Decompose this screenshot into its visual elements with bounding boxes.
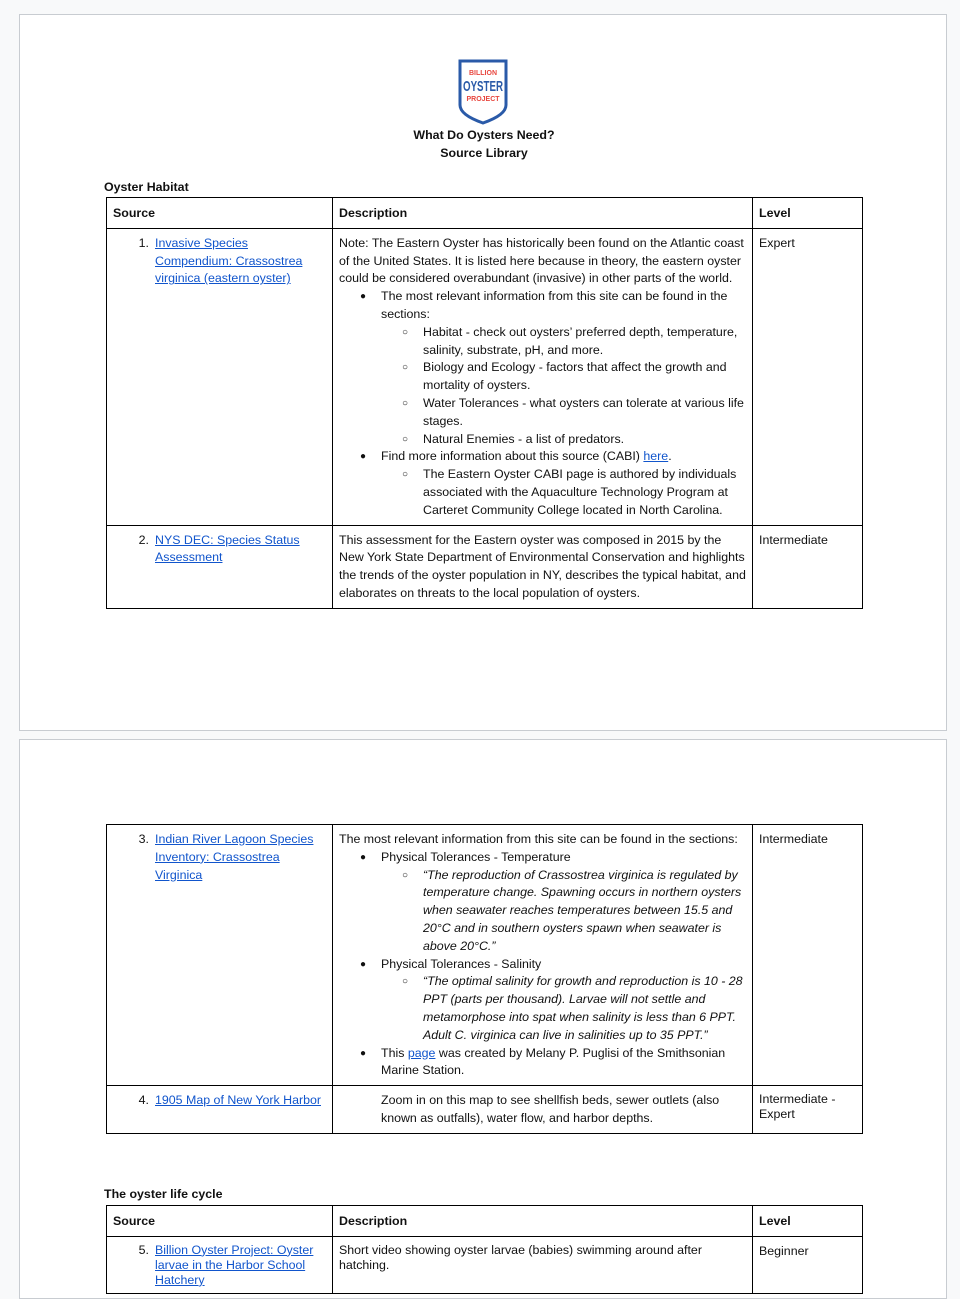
source-link[interactable]: 1905 Map of New York Harbor [155, 1093, 321, 1108]
habitat-table [106, 197, 863, 609]
document-page-1 [19, 14, 947, 731]
habitat-table-continued [106, 824, 863, 1134]
entry-number: 3. [138, 832, 149, 846]
logo-line1: BILLION [469, 70, 497, 77]
source-link[interactable]: Billion Oyster Project: Oyster larvae in the Harbor School Hatchery [155, 1242, 314, 1287]
cabi-here-link[interactable]: here [643, 449, 669, 464]
document-title: What Do Oysters Need? [413, 128, 555, 142]
table-row [107, 1236, 863, 1293]
billion-oyster-project-logo [457, 59, 509, 125]
table-row [107, 1086, 863, 1134]
logo-line2: OYSTER [463, 78, 504, 95]
table-row [107, 228, 863, 525]
entry-level: Expert [753, 228, 863, 525]
bullet-text: Find more information about this source (CABI) [381, 449, 644, 464]
entry-description: Short video showing oyster larvae (babies) swimming around after hatching. [333, 1236, 753, 1293]
logo-line3: PROJECT [466, 96, 500, 103]
entry-description: Zoom in on this map to see shellfish beds, sewer outlets (also known as outfalls), water flow, and harbor depths. [381, 1093, 720, 1125]
document-subtitle: Source Library [440, 146, 528, 160]
sub-bullet: ○ Natural Enemies - a list of predators. [402, 431, 746, 449]
section-heading-life-cycle: The oyster life cycle [104, 1187, 223, 1201]
life-cycle-table [106, 1205, 863, 1294]
column-header-level: Level [753, 1206, 863, 1237]
bullet-text-end: . [668, 449, 672, 464]
entry-level: Intermediate [753, 825, 863, 1086]
bullet-text: Physical Tolerances - Salinity [381, 956, 542, 971]
table-header-row [107, 1206, 863, 1237]
entry-description: This assessment for the Eastern oyster was composed in 2015 by the New York State Department of Environmental Conservation and highlights the trends of the oyster population in NY, describes the typical habitat, and elaborates on threats to the local population of oysters. [333, 525, 753, 608]
bullet-text: The most relevant information from this site can be found in the sections: [381, 289, 728, 321]
column-header-source: Source [107, 198, 333, 229]
table-header-row [107, 198, 863, 229]
entry-number: 5. [138, 1242, 149, 1257]
sub-bullet: ○ Biology and Ecology - factors that affect the growth and mortality of oysters. [402, 359, 746, 395]
bullet-text-end: was created by Melany P. Puglisi of the Smithsonian Marine Station. [381, 1045, 726, 1078]
quote-text: ○ “The reproduction of Crassostrea virginica is regulated by temperature change. Spawning occurs in northern oysters when seawater reaches temperatures between 15.5 and 20°C and in southern oysters spawn when seawater is above 20°C.” [402, 867, 746, 956]
table-row [107, 825, 863, 1086]
column-header-level: Level [753, 198, 863, 229]
entry-intro: The most relevant information from this site can be found in the sections: [339, 832, 738, 846]
entry-level: Intermediate - Expert [753, 1086, 863, 1134]
column-header-source: Source [107, 1206, 333, 1237]
document-page-2 [19, 739, 947, 1299]
section-heading-habitat: Oyster Habitat [104, 180, 189, 194]
sub-bullet: ○ The Eastern Oyster CABI page is authored by individuals associated with the Aquaculture Technology Program at Carteret Community College located in North Carolina. [402, 466, 746, 519]
source-link[interactable]: Indian River Lagoon Species Inventory: Crassostrea Virginica [155, 832, 314, 882]
bullet-text: This [381, 1045, 408, 1060]
page-link[interactable]: page [407, 1045, 436, 1060]
source-link[interactable]: NYS DEC: Species Status Assessment [155, 532, 300, 565]
entry-level: Intermediate [753, 525, 863, 608]
column-header-description: Description [333, 1206, 753, 1237]
source-link[interactable]: Invasive Species Compendium: Crassostrea virginica (eastern oyster) [155, 235, 303, 286]
entry-level: Beginner [753, 1236, 863, 1293]
column-header-description: Description [333, 198, 753, 229]
sub-bullet: ○ Water Tolerances - what oysters can tolerate at various life stages. [402, 395, 746, 431]
entry-number: 1. [138, 235, 149, 250]
sub-bullet: ○ Habitat - check out oysters’ preferred depth, temperature, salinity, substrate, pH, and more. [402, 324, 746, 360]
entry-number: 4. [138, 1093, 149, 1108]
entry-number: 2. [138, 532, 149, 547]
quote-text: ○ “The optimal salinity for growth and reproduction is 10 - 28 PPT (parts per thousand). Larvae will not settle and metamorphose into spat when salinity is less than 6 PPT. Adult C. virginica can live in salinities up to 35 PPT.” [402, 973, 746, 1044]
entry-note: Note: The Eastern Oyster has historically been found on the Atlantic coast of the United States. It is listed here because in theory, the eastern oyster could be considered overabundant (invasive) in other parts of the world. [339, 235, 744, 286]
bullet-text: Physical Tolerances - Temperature [381, 849, 571, 864]
table-row [107, 525, 863, 608]
